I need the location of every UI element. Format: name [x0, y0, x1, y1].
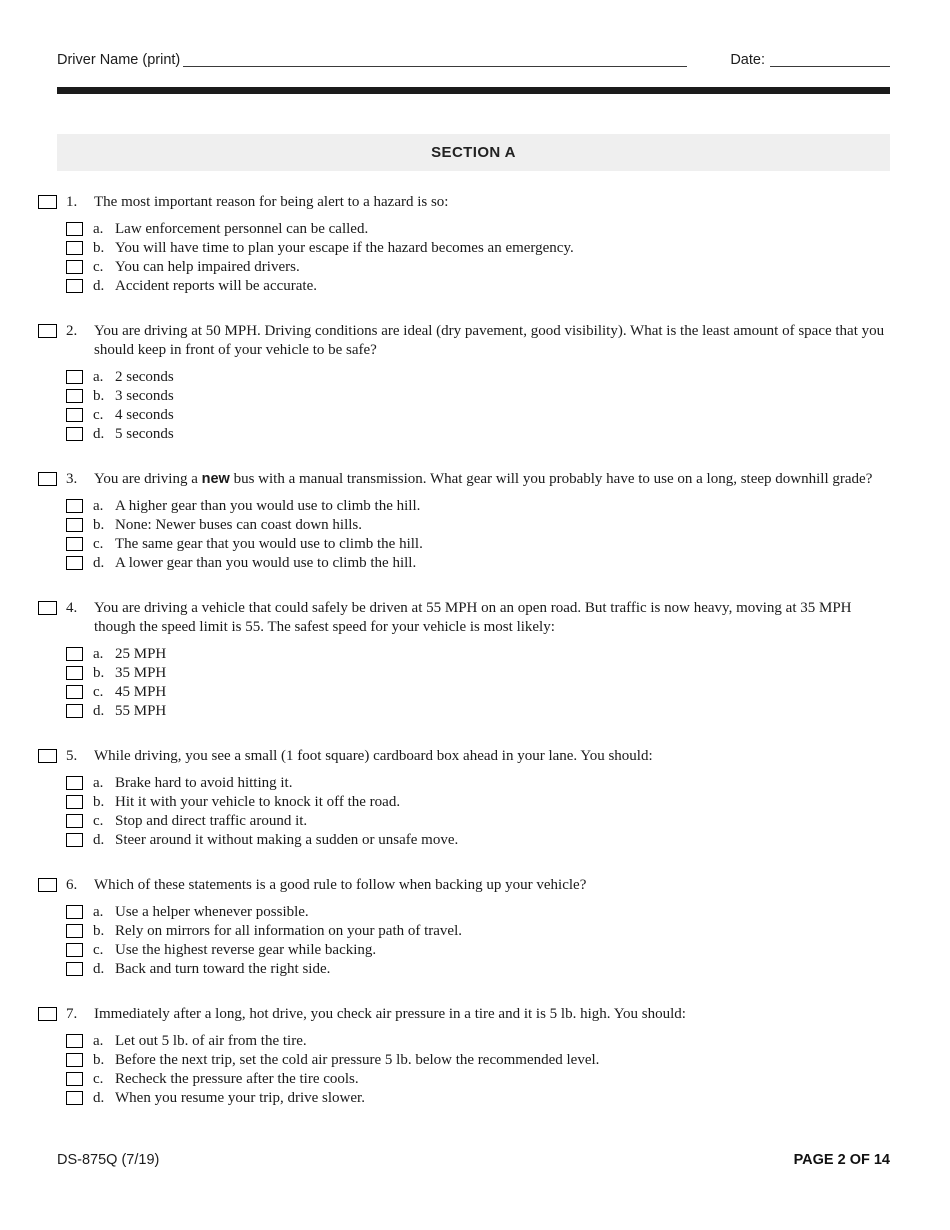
question-text [94, 322, 890, 360]
answer-option[interactable] [66, 277, 890, 296]
answer-option[interactable] [66, 664, 890, 683]
option-text: Stop and direct traffic around it. [115, 812, 308, 829]
question [38, 322, 890, 444]
question-checkbox[interactable] [38, 749, 57, 763]
question-checkbox[interactable] [38, 324, 57, 338]
option-text: You can help impaired drivers. [115, 258, 300, 275]
option-letter: d. [93, 554, 105, 571]
question-text-segment: bus with a manual transmission. What gear will you probably have to use on a long, steep downhill grade? [229, 470, 873, 487]
answer-option[interactable] [66, 258, 890, 277]
question-text-segment: You are driving a vehicle that could safely be driven at 55 MPH on an open road. But traffic is now heavy, moving at 35 MPH though the speed limit is 55. The safest speed for your vehicle is most likely: [94, 599, 852, 635]
question-text [94, 1005, 890, 1024]
option-text: Back and turn toward the right side. [115, 960, 331, 977]
option-letter: c. [93, 941, 104, 958]
option-text: 2 seconds [115, 368, 174, 385]
option-letter: d. [93, 831, 105, 848]
option-letter: b. [93, 387, 105, 404]
answer-option[interactable] [66, 683, 890, 702]
option-checkbox[interactable] [66, 370, 83, 384]
option-checkbox[interactable] [66, 776, 83, 790]
option-text: A lower gear than you would use to climb the hill. [115, 554, 417, 571]
options-list [66, 497, 890, 573]
option-text: The same gear that you would use to climb the hill. [115, 535, 423, 552]
answer-option[interactable] [66, 831, 890, 850]
option-checkbox[interactable] [66, 795, 83, 809]
page-number: PAGE 2 OF 14 [793, 1152, 890, 1168]
option-checkbox[interactable] [66, 943, 83, 957]
section-title: SECTION A [431, 143, 516, 161]
question [38, 747, 890, 850]
question-head [38, 599, 890, 637]
options-list [66, 1032, 890, 1108]
option-checkbox[interactable] [66, 905, 83, 919]
option-checkbox[interactable] [66, 814, 83, 828]
option-checkbox[interactable] [66, 260, 83, 274]
question-checkbox[interactable] [38, 1007, 57, 1021]
form-id: DS-875Q (7/19) [57, 1152, 160, 1168]
option-checkbox[interactable] [66, 241, 83, 255]
answer-option[interactable] [66, 535, 890, 554]
answer-option[interactable] [66, 239, 890, 258]
questions-container [38, 193, 890, 1108]
options-list [66, 645, 890, 721]
answer-option[interactable] [66, 903, 890, 922]
option-letter: c. [93, 683, 104, 700]
option-checkbox[interactable] [66, 389, 83, 403]
option-checkbox[interactable] [66, 1072, 83, 1086]
option-text: 35 MPH [115, 664, 167, 681]
option-text: Recheck the pressure after the tire cools. [115, 1070, 359, 1087]
option-letter: a. [93, 645, 104, 662]
question [38, 1005, 890, 1108]
option-checkbox[interactable] [66, 1053, 83, 1067]
question-number: 6. [66, 876, 78, 893]
answer-option[interactable] [66, 1032, 890, 1051]
question-number: 2. [66, 322, 78, 339]
question-head [38, 876, 890, 895]
question-number: 5. [66, 747, 78, 764]
option-checkbox[interactable] [66, 1034, 83, 1048]
option-checkbox[interactable] [66, 833, 83, 847]
option-letter: b. [93, 1051, 105, 1068]
question-number: 1. [66, 193, 78, 210]
answer-option[interactable] [66, 387, 890, 406]
option-text: 4 seconds [115, 406, 174, 423]
answer-option[interactable] [66, 368, 890, 387]
footer [57, 1152, 890, 1168]
answer-option[interactable] [66, 702, 890, 721]
question-number: 4. [66, 599, 78, 616]
option-text: 45 MPH [115, 683, 167, 700]
question-text [94, 599, 890, 637]
option-text: Steer around it without making a sudden or unsafe move. [115, 831, 459, 848]
option-checkbox[interactable] [66, 647, 83, 661]
option-checkbox[interactable] [66, 499, 83, 513]
option-text: 55 MPH [115, 702, 167, 719]
question-checkbox[interactable] [38, 195, 57, 209]
answer-option[interactable] [66, 774, 890, 793]
answer-option[interactable] [66, 960, 890, 979]
answer-option[interactable] [66, 497, 890, 516]
answer-option[interactable] [66, 812, 890, 831]
question-head [38, 322, 890, 360]
driver-name-line[interactable] [183, 53, 687, 67]
answer-option[interactable] [66, 554, 890, 573]
option-letter: a. [93, 368, 104, 385]
answer-option[interactable] [66, 1051, 890, 1070]
driver-name-label: Driver Name (print) [57, 52, 181, 68]
option-checkbox[interactable] [66, 222, 83, 236]
answer-option[interactable] [66, 406, 890, 425]
option-text: 3 seconds [115, 387, 174, 404]
option-letter: d. [93, 425, 105, 442]
option-letter: d. [93, 702, 105, 719]
question-text-segment: You are driving at 50 MPH. Driving conditions are ideal (dry pavement, good visibility). What is the least amount of space that you should keep in front of your vehicle to be safe? [94, 322, 885, 358]
question-checkbox[interactable] [38, 601, 57, 615]
option-letter: b. [93, 922, 105, 939]
option-text: When you resume your trip, drive slower. [115, 1089, 365, 1106]
option-text: Rely on mirrors for all information on your path of travel. [115, 922, 462, 939]
question-head [38, 747, 890, 766]
answer-option[interactable] [66, 941, 890, 960]
question-head [38, 193, 890, 212]
option-text: 25 MPH [115, 645, 167, 662]
option-letter: c. [93, 535, 104, 552]
question-head [38, 470, 890, 489]
option-letter: c. [93, 1070, 104, 1087]
question-number: 7. [66, 1005, 78, 1022]
option-checkbox[interactable] [66, 427, 83, 441]
option-letter: a. [93, 1032, 104, 1049]
option-text: None: Newer buses can coast down hills. [115, 516, 363, 533]
question-text-segment: While driving, you see a small (1 foot square) cardboard box ahead in your lane. You should: [94, 747, 653, 764]
question-text-segment: Immediately after a long, hot drive, you check air pressure in a tire and it is 5 lb. high. You should: [94, 1005, 686, 1022]
header [57, 50, 890, 68]
question-text [94, 470, 890, 489]
options-list [66, 368, 890, 444]
question-text-segment: The most important reason for being alert to a hazard is so: [94, 193, 449, 210]
option-letter: b. [93, 239, 105, 256]
option-checkbox[interactable] [66, 518, 83, 532]
answer-option[interactable] [66, 1089, 890, 1108]
header-divider [57, 87, 890, 94]
option-checkbox[interactable] [66, 962, 83, 976]
option-checkbox[interactable] [66, 408, 83, 422]
question-checkbox[interactable] [38, 878, 57, 892]
answer-option[interactable] [66, 922, 890, 941]
option-text: Law enforcement personnel can be called. [115, 220, 369, 237]
option-letter: c. [93, 812, 104, 829]
answer-option[interactable] [66, 645, 890, 664]
option-letter: c. [93, 258, 104, 275]
question-text-segment: Which of these statements is a good rule to follow when backing up your vehicle? [94, 876, 587, 893]
option-checkbox[interactable] [66, 1091, 83, 1105]
option-letter: d. [93, 277, 105, 294]
options-list [66, 903, 890, 979]
option-letter: b. [93, 516, 105, 533]
options-list [66, 220, 890, 296]
question-text-segment: You are driving a [94, 470, 202, 487]
question [38, 599, 890, 721]
option-letter: b. [93, 664, 105, 681]
option-text: Use a helper whenever possible. [115, 903, 309, 920]
option-text: You will have time to plan your escape if the hazard becomes an emergency. [115, 239, 574, 256]
option-checkbox[interactable] [66, 556, 83, 570]
option-checkbox[interactable] [66, 704, 83, 718]
option-text: Brake hard to avoid hitting it. [115, 774, 293, 791]
date-label: Date: [730, 52, 765, 68]
question-text [94, 193, 890, 212]
answer-option[interactable] [66, 793, 890, 812]
option-letter: d. [93, 1089, 105, 1106]
answer-option[interactable] [66, 516, 890, 535]
question [38, 193, 890, 296]
option-checkbox[interactable] [66, 685, 83, 699]
option-checkbox[interactable] [66, 924, 83, 938]
option-text: Use the highest reverse gear while backing. [115, 941, 377, 958]
option-letter: a. [93, 220, 104, 237]
option-text: Accident reports will be accurate. [115, 277, 317, 294]
option-text: Hit it with your vehicle to knock it off the road. [115, 793, 401, 810]
date-line[interactable] [770, 53, 890, 67]
option-checkbox[interactable] [66, 279, 83, 293]
question-head [38, 1005, 890, 1024]
question-text [94, 747, 890, 766]
option-text: Let out 5 lb. of air from the tire. [115, 1032, 307, 1049]
question [38, 470, 890, 573]
answer-option[interactable] [66, 1070, 890, 1089]
option-checkbox[interactable] [66, 666, 83, 680]
question-text [94, 876, 890, 895]
option-letter: d. [93, 960, 105, 977]
option-letter: a. [93, 903, 104, 920]
option-letter: b. [93, 793, 105, 810]
option-text: 5 seconds [115, 425, 174, 442]
question [38, 876, 890, 979]
question-number: 3. [66, 470, 78, 487]
options-list [66, 774, 890, 850]
answer-option[interactable] [66, 220, 890, 239]
section-banner [57, 134, 890, 171]
option-letter: a. [93, 774, 104, 791]
question-text-bold: new [201, 470, 230, 487]
option-letter: a. [93, 497, 104, 514]
answer-option[interactable] [66, 425, 890, 444]
option-checkbox[interactable] [66, 537, 83, 551]
option-text: Before the next trip, set the cold air pressure 5 lb. below the recommended level. [115, 1051, 600, 1068]
question-checkbox[interactable] [38, 472, 57, 486]
option-letter: c. [93, 406, 104, 423]
option-text: A higher gear than you would use to climb the hill. [115, 497, 421, 514]
